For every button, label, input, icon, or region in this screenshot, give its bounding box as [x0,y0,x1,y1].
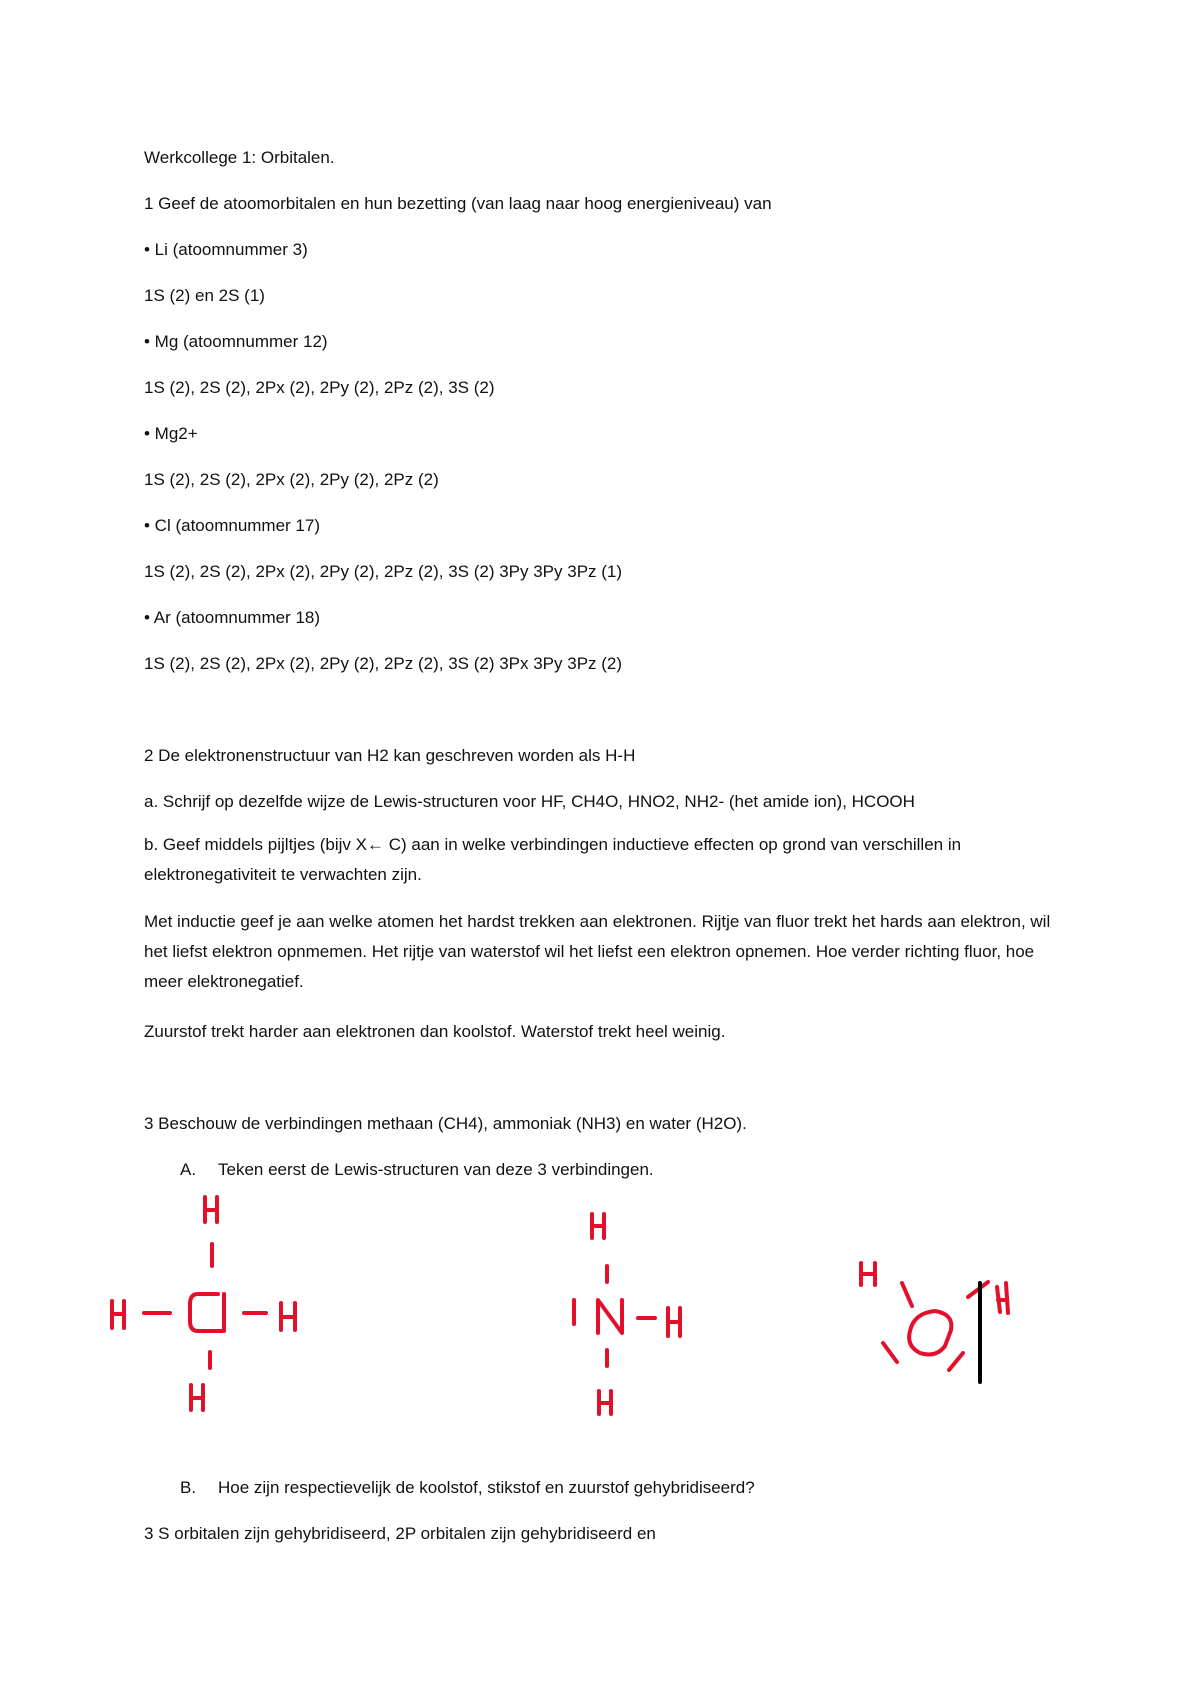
ammonia-h-top [592,1214,604,1238]
q1-item-cl-answer: 1S (2), 2S (2), 2Px (2), 2Py (2), 2Pz (2), 3S (2) 3Py 3Py 3Pz (1) [144,562,623,581]
water-bond-left [902,1283,912,1306]
methane-h-right [281,1303,295,1330]
document-title: Werkcollege 1: Orbitalen. [144,148,335,167]
q1-item-ar-answer: 1S (2), 2S (2), 2Px (2), 2Py (2), 2Pz (2), 3S (2) 3Px 3Py 3Pz (2) [144,654,623,673]
ammonia-h-bottom [599,1391,611,1414]
methane-carbon [190,1294,224,1331]
q1-item-li-answer: 1S (2) en 2S (1) [144,286,265,305]
question-2-answer-1: Met inductie geef je aan welke atomen het hardst trekken aan elektronen. Rijtje van fluor trekt het hards aan elektron, wil het liefst elektron opnmemen. Het rijtje van waterstof wil het liefst een elektron opnemen. Hoe verder richting fluor, hoe meer elektronegatief. [144,912,1051,991]
water-oxygen [909,1311,951,1354]
q1-item-mg-answer: 1S (2), 2S (2), 2Px (2), 2Py (2), 2Pz (2), 3S (2) [144,378,495,397]
water-lone-pair-left [883,1343,897,1362]
water-lone-pair-right [949,1353,963,1370]
q1-item-li-label: • Li (atoomnummer 3) [144,240,308,259]
ammonia-sketch [574,1214,680,1414]
question-3a-text: Teken eerst de Lewis-structuren van deze 3 verbindingen. [218,1160,654,1179]
water-h-right [997,1283,1008,1313]
water-h-left [861,1263,875,1285]
ammonia-nitrogen [598,1300,622,1333]
methane-h-top [205,1197,217,1222]
question-3-prompt: 3 Beschouw de verbindingen methaan (CH4), ammoniak (NH3) en water (H2O). [144,1114,747,1133]
question-3b-marker: B. [180,1478,197,1497]
ammonia-h-right [668,1308,680,1336]
water-sketch [861,1263,1008,1382]
question-1-prompt: 1 Geef de atoomorbitalen en hun bezetting (van laag naar hoog energieniveau) van [144,194,772,213]
methane-h-bottom [191,1385,203,1410]
q1-item-mg2-answer: 1S (2), 2S (2), 2Px (2), 2Py (2), 2Pz (2) [144,470,439,489]
question-3-answer: 3 S orbitalen zijn gehybridiseerd, 2P orbitalen zijn gehybridiseerd en [144,1524,656,1543]
q1-item-mg2-label: • Mg2+ [144,424,198,443]
question-2-prompt: 2 De elektronenstructuur van H2 kan geschreven worden als H-H [144,746,636,765]
q1-item-cl-label: • Cl (atoomnummer 17) [144,516,321,535]
question-3a-marker: A. [180,1160,197,1179]
methane-h-left [112,1301,124,1328]
question-3a [180,1159,654,1181]
question-2a: a. Schrijf op dezelfde wijze de Lewis-structuren voor HF, CH4O, HNO2, NH2- (het amide ion), HCOOH [144,792,915,811]
question-3b [180,1477,755,1499]
q1-item-ar-label: • Ar (atoomnummer 18) [144,608,321,627]
q1-item-mg-label: • Mg (atoomnummer 12) [144,332,328,351]
water-bond-right [968,1282,988,1297]
question-2-answer-2: Zuurstof trekt harder aan elektronen dan koolstof. Waterstof trekt heel weinig. [144,1022,726,1041]
question-3b-text: Hoe zijn respectievelijk de koolstof, stikstof en zuurstof gehybridiseerd? [218,1478,755,1497]
methane-sketch [112,1197,295,1410]
question-2b: b. Geef middels pijltjes (bijv X← C) aan in welke verbindingen inductieve effecten op grond van verschillen in elektronegativiteit te verwachten zijn. [144,835,962,884]
